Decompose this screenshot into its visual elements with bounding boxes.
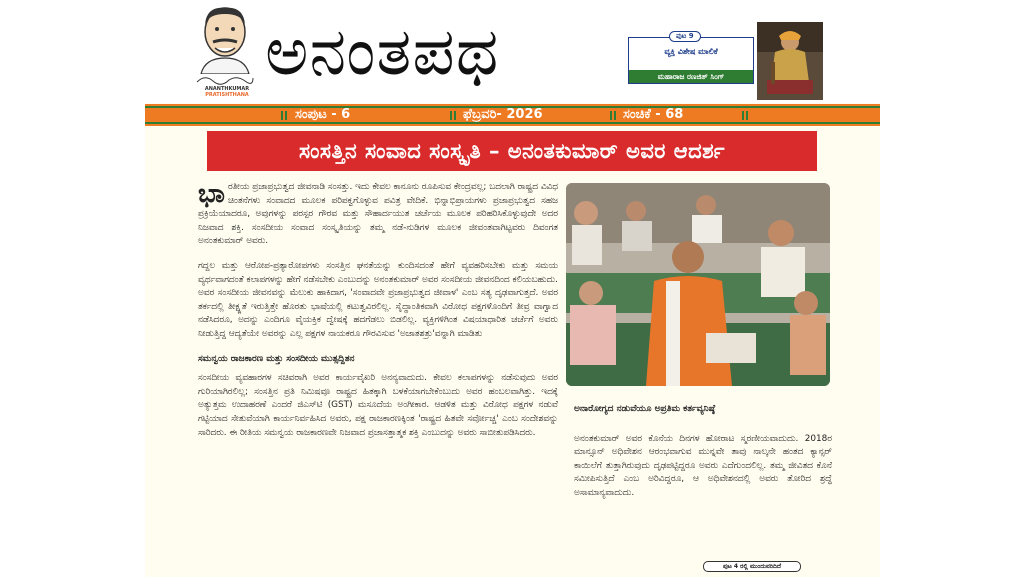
article-right-column <box>574 403 832 512</box>
series-page-tag: ಪುಟ 9 <box>669 31 701 42</box>
paragraph-intro-text: ರತೀಯ ಪ್ರಜಾಪ್ರಭುತ್ವದ ಜೀವನಾಡಿ ಸಂಸತ್ತು. ಇದು ಕೇವಲ ಕಾನೂನು ರೂಪಿಸುವ ಕೇಂದ್ರವಲ್ಲ; ಬದಲಾಗಿ ರಾಷ್ಟ್ರದ ವಿವಿಧ ಚಿಂತನೆಗಳು ಸಂವಾದದ ಮೂಲಕ ಪರಿಪಕ್ವಗೊಳ್ಳುವ ಪವಿತ್ರ ವೇದಿಕೆ. ಭಿನ್ನಾಭಿಪ್ರಾಯಗಳು ಪ್ರಜಾಪ್ರಭುತ್ವದ ಸಹಜ ಪ್ರಕ್ರಿಯೆಯಾದರೂ, ಅವುಗಳನ್ನು ಪರಸ್ಪರ ಗೌರವ ಮತ್ತು ಸೌಹಾರ್ದಯುತ ಚರ್ಚೆಯ ಮೂಲಕ ಪರಿಹರಿಸಿಕೊಳ್ಳುವುದೇ ಅದರ ನಿಜವಾದ ಶಕ್ತಿ. ಸಂಸದೀಯ ಸಂವಾದ ಸಂಸ್ಕೃತಿಯನ್ನು ತಮ್ಮ ನಡೆ-ನುಡಿಗಳ ಮೂಲಕ ಜೀವಂತವಾಗಿಟ್ಟವರು ದಿವಂಗತ ಅನಂತಕುಮಾರ್ ಅವರು. <box>198 182 558 247</box>
paragraph-intro <box>198 181 558 249</box>
foundation-name <box>187 86 267 98</box>
masthead <box>145 0 880 103</box>
issue-label: ಸಂಚಿಕೆ - 68 <box>623 107 684 122</box>
drop-cap: ಭಾ <box>198 179 225 209</box>
foundation-line1: ANANTHKUMAR <box>204 86 250 92</box>
issue-info-strip <box>145 104 880 126</box>
maharaja-portrait-image <box>757 22 823 100</box>
strip-divider <box>742 111 748 120</box>
subheading-coordination: ಸಮನ್ವಯ ರಾಜಕಾರಣ ಮತ್ತು ಸಂಸದೀಯ ಮುತ್ಸದ್ದಿತನ <box>198 353 355 364</box>
strip-divider <box>281 111 287 120</box>
paragraph-fourth: ಅನಂತಕುಮಾರ್ ಅವರ ಕೊನೆಯ ದಿನಗಳ ಹೋರಾಟ ಸ್ಮರಣೀಯವಾದುದು. 2018ರ ಮಾನ್ಸೂನ್ ಅಧಿವೇಶನ ಆರಂಭವಾಗುವ ಮುನ್ನವೇ ತಾವು ನಾಲ್ಕನೇ ಹಂತದ ಕ್ಯಾನ್ಸರ್ ಕಾಯಿಲೆಗೆ ತುತ್ತಾಗಿರುವುದು ದೃಢಪಟ್ಟಿದ್ದರೂ ಅವರು ಎದೆಗುಂದಲಿಲ್ಲ. ತಮ್ಮ ಜೀವಿತದ ಕೊನೆ ಸಮೀಪಿಸುತ್ತಿದೆ ಎಂಬ ಅರಿವಿದ್ದರೂ, ಆ ಅಧಿವೇಶನದಲ್ಲಿ ಅವರು ತೋರಿದ ಶ್ರದ್ಧೆ ಅಸಾಮಾನ್ಯವಾದುದು. <box>574 433 832 498</box>
series-name: ಮಹಾರಾಜ ರಣಜಿತ್ ಸಿಂಗ್ <box>629 70 753 83</box>
continued-on-page-label: ಪುಟ 4 ರಲ್ಲಿ ಮುಂದುವರಿದಿದೆ <box>703 561 801 572</box>
paragraph-third: ಸಂಸದೀಯ ವ್ಯವಹಾರಗಳ ಸಚಿವರಾಗಿ ಅವರ ಕಾರ್ಯವೈಖರಿ ಅನನ್ಯವಾದುದು. ಕೇವಲ ಕಲಾಪಗಳನ್ನು ನಡೆಸುವುದು ಅವರ ಗುರಿಯಾಗಿರಲಿಲ್ಲ; ಸಂಸತ್ತಿನ ಪ್ರತಿ ನಿಮಿಷವೂ ರಾಷ್ಟ್ರದ ಹಿತಕ್ಕಾಗಿ ಬಳಕೆಯಾಗಬೇಕೆಂಬುದು ಅವರ ಹಂಬಲವಾಗಿತ್ತು. ಇದಕ್ಕೆ ಅತ್ಯುತ್ತಮ ಉದಾಹರಣೆ ಎಂದರೆ ಜಿಎಸ್‌ಟಿ (GST) ಮಸೂದೆಯ ಅಂಗೀಕಾರ. ಆಡಳಿತ ಮತ್ತು ವಿರೋಧ ಪಕ್ಷಗಳ ನಡುವೆ ಗಟ್ಟಿಯಾದ ಸೇತುವೆಯಾಗಿ ಕಾರ್ಯನಿರ್ವಹಿಸಿದ ಅವರು, ಪಕ್ಷ ರಾಜಕಾರಣಕ್ಕಿಂತ 'ರಾಷ್ಟ್ರದ ಹಿತವೇ ಸರ್ವೋಚ್ಚ' ಎಂಬ ಸಂದೇಶವನ್ನು ಸಾರಿದರು. ಈ ರೀತಿಯ ಸಮನ್ವಯ ರಾಜಕಾರಣವೇ ನಿಜವಾದ ಪ್ರಜಾಸತ್ತಾತ್ಮಕ ಶಕ್ತಿ ಎಂಬುದನ್ನು ಅವರು ಸಾಬೀತುಪಡಿಸಿದರು. <box>198 373 558 438</box>
series-title: ವ್ಯಕ್ತಿ ವಿಶೇಷ ಮಾಲಿಕೆ <box>664 47 718 56</box>
foundation-line2: PRATISHTHANA <box>205 92 249 98</box>
volume-label: ಸಂಪುಟ - 6 <box>295 107 351 122</box>
date-label: ಫೆಬ್ರವರಿ- 2026 <box>463 107 543 122</box>
strip-divider <box>610 111 616 120</box>
signature-mark <box>195 72 255 86</box>
subheading-duty: ಅನಾರೋಗ್ಯದ ನಡುವೆಯೂ ಅಪ್ರತಿಮ ಕರ್ತವ್ಯನಿಷ್ಠೆ <box>574 404 716 414</box>
paragraph-second: ಗದ್ದಲ ಮತ್ತು ಆರೋಪ-ಪ್ರತ್ಯಾರೋಪಗಳು ಸಂಸತ್ತಿನ ಘನತೆಯನ್ನು ಕುಂದಿಸದಂತೆ ಹೇಗೆ ವ್ಯವಹರಿಸಬೇಕು ಮತ್ತು ಸಮಯ ವ್ಯರ್ಥವಾಗದಂತೆ ಕಲಾಪಗಳನ್ನು ಹೇಗೆ ನಡೆಸಬೇಕು ಎಂಬುದನ್ನು ಅನಂತಕುಮಾರ್ ಅವರ ಸಂಸದೀಯ ಜೀವನದಿಂದ ಕಲಿಯಬಹುದು. ಅವರ ಸಂಸದೀಯ ಜೀವನವನ್ನು ಮೆಲುಕು ಹಾಕಿದಾಗ, 'ಸಂವಾದವೇ ಪ್ರಜಾಪ್ರಭುತ್ವದ ಜೀವಾಳ' ಎಂಬ ಸತ್ಯ ದೃಢವಾಗುತ್ತದೆ. ಅವರ ತರ್ಕದಲ್ಲಿ ತೀಕ್ಷ್ಣತೆ ಇರುತ್ತಿತ್ತೇ ಹೊರತು ಭಾಷೆಯಲ್ಲಿ ಕಟುತ್ವವಿರಲಿಲ್ಲ. ಸೈದ್ಧಾಂತಿಕವಾಗಿ ವಿರೋಧ ಪಕ್ಷಗಳೊಂದಿಗೆ ತೀವ್ರ ವಾಗ್ವಾದ ನಡೆಸಿದರೂ, ಅದನ್ನು ಎಂದಿಗೂ ವೈಯಕ್ತಿಕ ದ್ವೇಷಕ್ಕೆ ಹದಗೆಡಲು ಬಿಡಲಿಲ್ಲ. ವ್ಯಕ್ತಿಗಳಿಗಿಂತ ವಿಷಯಾಧಾರಿತ ಚರ್ಚೆಗೆ ಅವರು ನೀಡುತ್ತಿದ್ದ ಆದ್ಯತೆಯೇ ಅವರನ್ನು ಎಲ್ಲ ಪಕ್ಷಗಳ ನಾಯಕರೂ ಗೌರವಿಸುವ 'ಅಜಾತಶತ್ರು'ವನ್ನಾಗಿ ಮಾಡಿತು <box>198 260 558 339</box>
newsletter-title: ಅನಂತಪಥ <box>265 13 500 90</box>
article-headline: ಸಂಸತ್ತಿನ ಸಂವಾದ ಸಂಸ್ಕೃತಿ – ಅನಂತಕುಮಾರ್ ಅವರ ಆದರ್ಶ <box>207 131 817 171</box>
founder-portrait-illustration <box>193 2 257 74</box>
series-box <box>628 32 754 84</box>
parliament-photo <box>566 183 830 386</box>
strip-divider <box>450 111 456 120</box>
article-left-column <box>198 181 558 451</box>
